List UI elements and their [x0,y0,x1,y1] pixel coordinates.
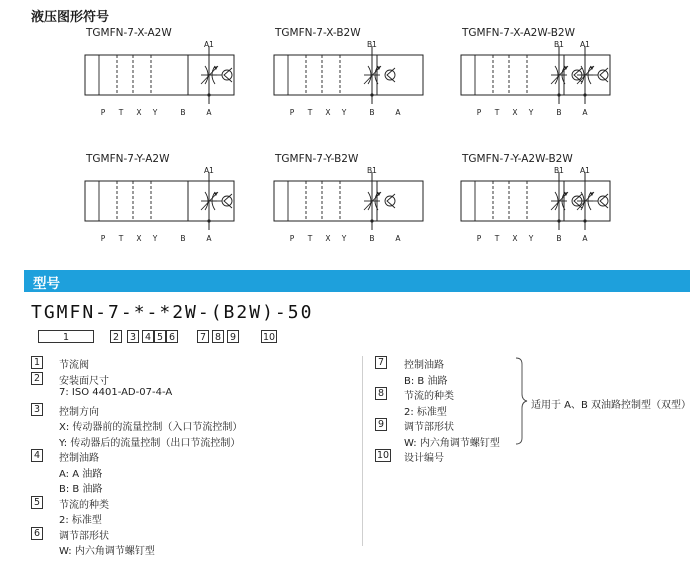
hydraulic-symbol [270,168,430,248]
port-label-bottom: T [494,108,500,117]
hydraulic-symbol [457,168,617,248]
legend-detail: 2: 标准型 [404,406,447,418]
model-code: TGMFN-7-*-*2W-(B2W)-50 [31,302,314,323]
legend-detail: B: B 油路 [404,375,448,387]
port-label-bottom: P [476,108,482,117]
code-box-4: 4 [142,330,154,343]
port-label-top: A1 [204,166,214,175]
legend-title: 控制方向 [59,406,99,418]
symbol-title: TGMFN-7-X-A2W-B2W [462,27,575,39]
legend-number: 10 [376,450,390,461]
symbol-title: TGMFN-7-Y-A2W-B2W [462,153,573,165]
legend-number: 2 [31,372,43,385]
port-label-bottom: A [582,108,588,117]
code-box-6: 6 [166,330,178,343]
port-label-bottom: X [136,108,142,117]
port-label-bottom: B [369,108,375,117]
code-box-1: 1 [38,330,94,343]
port-label-bottom: P [289,108,295,117]
symbol-title: TGMFN-7-X-A2W [86,27,172,39]
port-label-bottom: Y [341,234,347,243]
port-label-bottom: X [512,108,518,117]
legend-detail: A: A 油路 [59,468,103,480]
legend-title: 节流的种类 [59,499,109,511]
model-section-title: 型号 [33,276,60,292]
code-box-3: 3 [127,330,139,343]
port-label-bottom: T [307,108,313,117]
hydraulic-symbol [270,42,430,122]
port-label-bottom: X [512,234,518,243]
legend-title: 调节部形状 [59,530,109,542]
legend-detail: B: B 油路 [59,484,103,495]
legend-detail: 2: 标准型 [59,515,102,526]
legend-bracket [514,356,528,446]
port-label-bottom: Y [528,108,534,117]
port-label-top: B1 [554,166,564,175]
port-label-bottom: X [136,234,142,243]
legend-number: 7 [375,356,387,369]
code-box-7: 7 [197,330,209,343]
legend-title: 调节部形状 [404,422,454,433]
port-label-bottom: Y [152,234,158,243]
legend-title: 控制油路 [404,360,444,371]
port-label-bottom: P [289,234,295,243]
port-label-bottom: B [556,108,562,117]
port-label-bottom: T [494,234,500,243]
legend-number: 1 [31,356,43,369]
port-label-top: A1 [580,166,590,175]
legend-number: 4 [31,449,43,462]
port-label-top: B1 [367,166,377,175]
port-label-bottom: P [100,108,106,117]
port-label-bottom: B [180,108,186,117]
port-label-bottom: A [582,234,588,243]
port-label-bottom: A [395,234,401,243]
column-divider [362,356,363,546]
legend-number: 5 [31,496,43,509]
code-box-5: 5 [154,330,166,343]
port-label-top: A1 [580,40,590,49]
legend-title: 设计编号 [404,453,444,464]
symbols-heading: 液压图形符号 [31,10,110,25]
legend-detail: Y: 传动器后的流量控制（出口节流控制） [59,437,241,449]
port-label-top: A1 [204,40,214,49]
legend-number: 8 [375,387,387,400]
port-label-bottom: T [118,234,124,243]
port-label-bottom: P [100,234,106,243]
legend-detail: 7: ISO 4401-AD-07-4-A [59,387,173,398]
port-label-top: B1 [554,40,564,49]
port-label-bottom: X [325,108,331,117]
hydraulic-symbol [457,42,617,122]
legend-detail: X: 传动器前的流量控制（入口节流控制） [59,422,243,433]
code-box-8: 8 [212,330,224,343]
legend-number: 6 [31,527,43,540]
symbol-title: TGMFN-7-X-B2W [275,27,361,39]
symbol-title: TGMFN-7-Y-B2W [275,153,359,165]
code-box-10: 10 [262,332,276,343]
port-label-bottom: P [476,234,482,243]
port-label-bottom: X [325,234,331,243]
port-label-bottom: B [556,234,562,243]
code-box-9: 9 [227,330,239,343]
port-label-bottom: Y [528,234,534,243]
legend-title: 安装面尺寸 [59,375,109,387]
port-label-bottom: T [118,108,124,117]
bracket-note: 适用于 A、B 双油路控制型（双型） [531,400,692,411]
port-label-bottom: A [206,234,212,243]
legend-title: 节流的种类 [404,391,454,402]
port-label-bottom: A [206,108,212,117]
legend-detail: W: 内六角调节螺钉型 [59,546,155,557]
port-label-bottom: B [369,234,375,243]
model-banner [24,270,690,292]
port-label-bottom: T [307,234,313,243]
port-label-bottom: A [395,108,401,117]
port-label-bottom: Y [341,108,347,117]
hydraulic-symbol [81,42,241,122]
symbol-title: TGMFN-7-Y-A2W [86,153,170,165]
legend-detail: W: 内六角调节螺钉型 [404,437,500,449]
port-label-top: B1 [367,40,377,49]
legend-number: 3 [31,403,43,416]
port-label-bottom: Y [152,108,158,117]
port-label-bottom: B [180,234,186,243]
legend-title: 控制油路 [59,453,99,464]
legend-title: 节流阀 [59,360,89,371]
legend-number: 9 [375,418,387,431]
hydraulic-symbol [81,168,241,248]
code-box-2: 2 [110,330,122,343]
